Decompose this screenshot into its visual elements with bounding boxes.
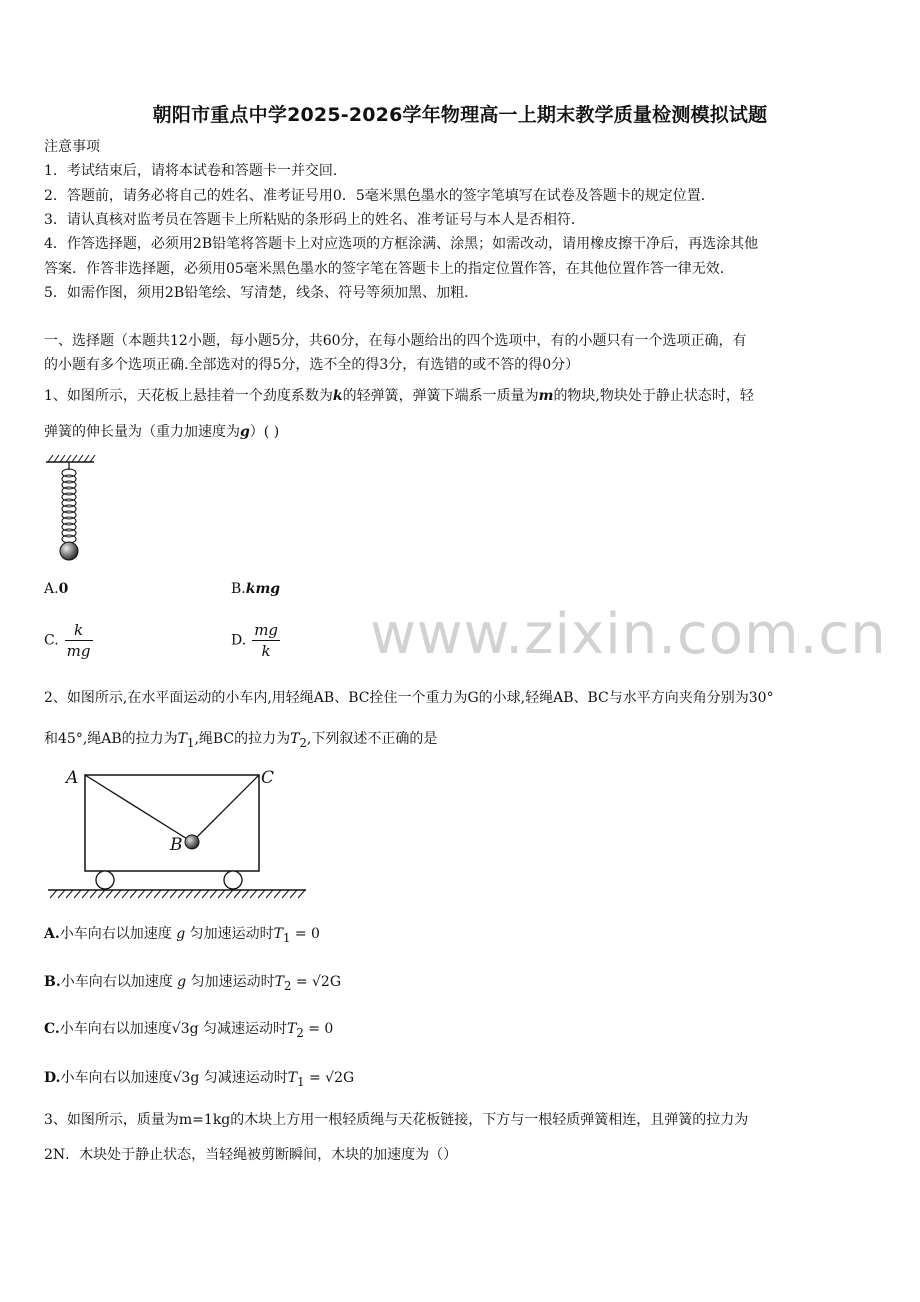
q2-stem-line1: 2、如图所示,在水平面运动的小车内,用轻绳AB、BC拴住一个重力为G的小球,轻绳AB、BC与水平方向夹角分别为30° (44, 690, 774, 706)
ground-hatch (250, 890, 257, 898)
q1-option-d[interactable]: D. $\frac{mg}{k}$ (231, 621, 279, 660)
q3-stem-line2: 2N．木块处于静止状态，当轻绳被剪断瞬间，木块的加速度为（） (44, 1147, 458, 1163)
q1-option-b[interactable]: B.kmg (231, 581, 281, 597)
ground-hatch (178, 890, 185, 898)
ground-hatch (234, 890, 241, 898)
q2-cart-figure (44, 760, 314, 908)
ground-hatch (298, 890, 305, 898)
ground-hatch (114, 890, 121, 898)
ground-hatch (210, 890, 217, 898)
point-a-label: A (66, 768, 79, 788)
ground-hatch (122, 890, 129, 898)
section-heading-line2: 的小题有多个选项正确.全部选对的得5分，选不全的得3分，有选错的或不答的得0分） (44, 357, 580, 373)
notice-item: 4．作答选择题，必须用2B铅笔将答题卡上对应选项的方框涂满、涂黑；如需改动，请用橡皮擦干净后，再选涂其他 (44, 236, 759, 252)
section-heading-line1: 一、选择题（本题共12小题，每小题5分，共60分，在每小题给出的四个选项中，有的小题只有一个选项正确，有 (44, 333, 747, 349)
ground-hatch (98, 890, 105, 898)
watermark: www.zixin.com.cn (370, 602, 887, 667)
ground-hatch (82, 890, 89, 898)
q3-stem-line1: 3、如图所示，质量为m=1kg的木块上方用一根轻质绳与天花板链接，下方与一根轻质弹簧相连，且弹簧的拉力为 (44, 1112, 749, 1128)
q2-option-d[interactable]: D.小车向右以加速度√3g 匀减速运动时$T_1 = √2G$ (44, 1070, 355, 1089)
ground-hatch (154, 890, 161, 898)
notice-heading: 注意事项 (44, 139, 100, 155)
page-title: 朝阳市重点中学2025-2026学年物理高一上期末教学质量检测模拟试题 (152, 104, 768, 126)
ground-hatch (202, 890, 209, 898)
q1-spring-figure (44, 452, 98, 564)
q1-option-c[interactable]: C. $\frac{k}{mg}$ (44, 621, 91, 660)
ground-hatch (50, 890, 57, 898)
notice-item: 2．答题前，请务必将自己的姓名、准考证号用0．5毫米黑色墨水的签字笔填写在试卷及答题卡的规定位置． (44, 188, 715, 204)
q1-option-a[interactable]: A.0 (44, 581, 69, 597)
ground-hatch (186, 890, 193, 898)
ground-hatch (282, 890, 289, 898)
notice-item: 5．如需作图，须用2B铅笔绘、写清楚，线条、符号等须加黑、加粗． (44, 285, 479, 301)
q2-option-c[interactable]: C.小车向右以加速度√3g 匀减速运动时$T_2 = 0$ (44, 1021, 334, 1040)
ground-hatch (290, 890, 297, 898)
ground-hatch (66, 890, 73, 898)
q1-stem-line1: 1、如图所示，天花板上悬挂着一个劲度系数为k的轻弹簧，弹簧下端系一质量为m的物块,物块处于静止状态时，轻 (44, 388, 754, 404)
ground-hatch (226, 890, 233, 898)
q2-option-b[interactable]: B.小车向右以加速度 g 匀加速运动时$T_2 = √2G$ (44, 974, 342, 993)
ground-hatch (170, 890, 177, 898)
ground-hatch (194, 890, 201, 898)
ground-hatch (162, 890, 169, 898)
ground-hatch (90, 890, 97, 898)
ground-hatch (266, 890, 273, 898)
ground-hatch (242, 890, 249, 898)
q1-stem-line2: 弹簧的伸长量为（重力加速度为g）( ) (44, 424, 280, 440)
ground-hatch (58, 890, 65, 898)
notice-item: 3．请认真核对监考员在答题卡上所粘贴的条形码上的姓名、准考证号与本人是否相符． (44, 212, 585, 228)
point-b-label: B (170, 835, 183, 855)
ground-hatch (258, 890, 265, 898)
ground-hatch (130, 890, 137, 898)
ground-hatch (146, 890, 153, 898)
notice-item: 答案．作答非选择题，必须用05毫米黑色墨水的签字笔在答题卡上的指定位置作答，在其他位置作答一律无效． (44, 261, 734, 277)
q2-option-a[interactable]: A.小车向右以加速度 g 匀加速运动时$T_1 = 0$ (44, 926, 320, 945)
ground-hatch (74, 890, 81, 898)
ground-hatch (218, 890, 225, 898)
point-c-label: C (261, 768, 275, 788)
q2-stem-line2: 和45°,绳AB的拉力为$T_1$,绳BC的拉力为$T_2$,下列叙述不正确的是 (44, 731, 438, 750)
notice-item: 1．考试结束后，请将本试卷和答题卡一并交回． (44, 163, 347, 179)
ground-hatch (274, 890, 281, 898)
ground-hatch (106, 890, 113, 898)
ground-hatch (138, 890, 145, 898)
